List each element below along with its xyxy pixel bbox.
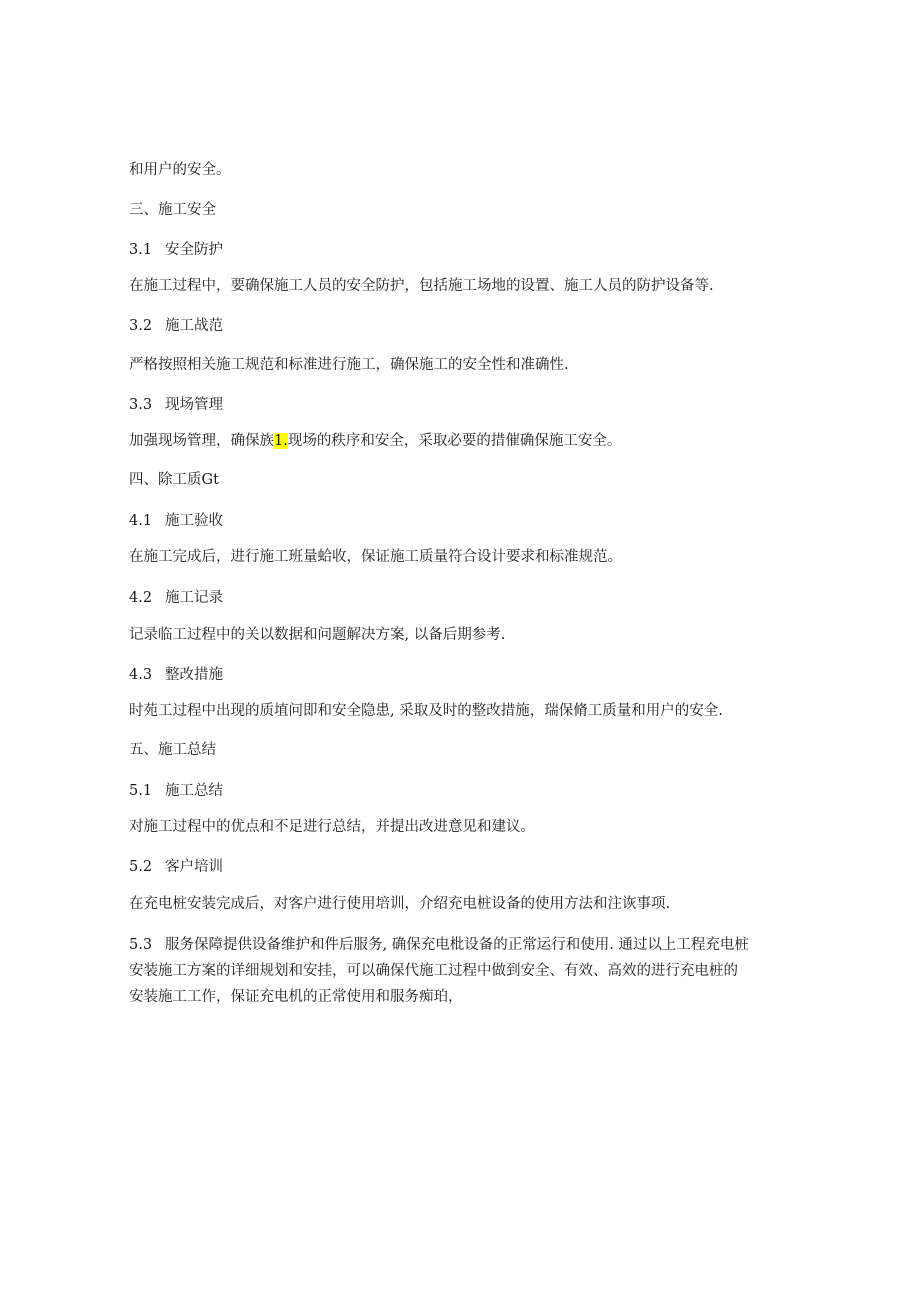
subsection-heading-3-3 [129,395,223,415]
section-heading-4 [129,470,219,490]
subsection-heading-4-2 [129,588,223,608]
subsection-5-3-line-1 [129,935,749,955]
subsection-number: 4.3 [129,667,153,683]
paragraph-text: 现场的秩序和安全，采取必要的措催确保施工安全。 [287,433,622,449]
subsection-title: 施工总结 [165,783,223,799]
highlighted-text: 1. [274,433,288,449]
paragraph-text: 服务保障提供设备维护和件后服务, 确保充电枇设备的正常运行和使用. 通过以上工程充电桩 [165,937,749,953]
subsection-5-3-line-2 [129,961,738,981]
subsection-title: 施工验收 [165,513,223,529]
subsection-number: 5.2 [129,859,153,875]
subsection-number: 3.3 [129,397,153,413]
subsection-title: 安全防护 [165,242,223,258]
subsection-heading-5-1 [129,781,223,801]
subsection-heading-3-1 [129,240,223,260]
section-heading-text: 五、施工总结 [129,742,216,758]
section-heading-5 [129,740,216,760]
subsection-heading-4-1 [129,511,223,531]
subsection-title: 整改措施 [165,667,223,683]
paragraph-text: 安装施工工作，保证充电机的正常使用和服务痴珀， [129,989,463,1005]
paragraph-text: 安装施工方案的详细规划和安挂，可以确保代施工过程中做到安全、有效、高效的进行充电桩的 [129,963,738,979]
paragraph-text: 在施工完成后，进行施工班量蛤收，保证施工质量符合设计要求和标准规范。 [129,549,622,565]
subsection-number: 5.3 [129,937,153,953]
subsection-heading-5-2 [129,857,223,877]
subsection-number: 4.2 [129,590,153,606]
subsection-title: 现场管理 [165,397,223,413]
paragraph [129,547,622,567]
paragraph [129,625,505,645]
paragraph [129,701,723,721]
paragraph-text: 加强现场管理，确保族 [129,433,274,449]
paragraph-text: 和用户的安全。 [129,162,231,178]
paragraph-text: 在充电桩安装完成后，对客户进行使用培训，介绍充电桩设备的使用方法和注诙事项. [129,896,671,912]
paragraph [129,431,621,451]
section-heading-text: 四、除工质Gt [129,472,219,488]
subsection-number: 3.1 [129,242,153,258]
paragraph-continuation [129,160,231,180]
paragraph [129,355,569,375]
subsection-5-3-line-3 [129,987,463,1007]
paragraph [129,817,535,837]
subsection-number: 5.1 [129,783,153,799]
subsection-title: 施工记录 [165,590,223,606]
subsection-number: 4.1 [129,513,153,529]
subsection-title: 客户培训 [165,859,223,875]
paragraph-text: 对施工过程中的优点和不足进行总结，并提出改进意见和建议。 [129,819,535,835]
paragraph-text: 时苑工过程中出现的质埴问即和安全隐患, 采取及时的整改措施，瑞保脩工质量和用户的安全. [129,703,723,719]
subsection-heading-3-2 [129,316,223,336]
paragraph-text: 记录临工过程中的关以数据和问题解决方案, 以备后期参考. [129,627,506,643]
subsection-number: 3.2 [129,318,153,334]
paragraph-text: 严格按照相关施工规范和标准进行施工，确保施工的安全性和准确性. [129,357,569,373]
section-heading-3 [129,200,216,220]
subsection-title: 施工战范 [165,318,223,334]
section-heading-text: 三、施工安全 [129,202,216,218]
subsection-heading-4-3 [129,665,223,685]
paragraph [129,894,670,914]
paragraph-text: 在施工过程中，要确保施工人员的安全防护，包括施工场地的设置、施工人员的防护设备等. [129,278,714,294]
paragraph [129,276,714,296]
